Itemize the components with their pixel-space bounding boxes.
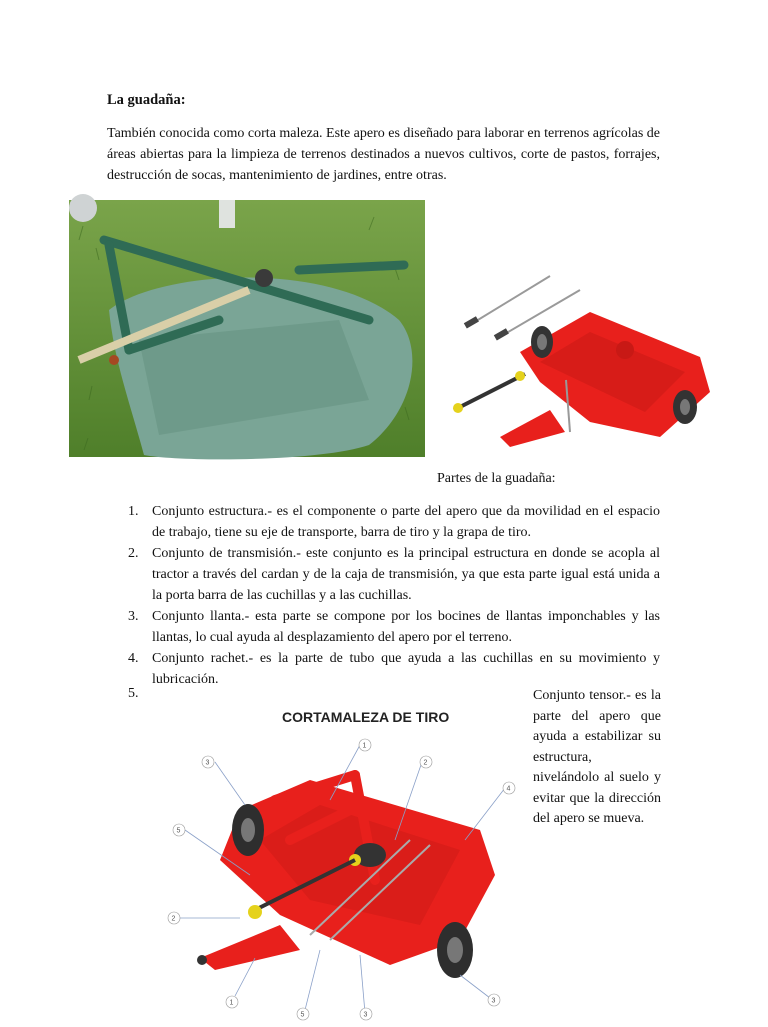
list-text: Conjunto rachet.- es la parte de tubo que ayuda a las cuchillas en su movimiento y lubricación. bbox=[152, 651, 660, 687]
callout-label: 5 bbox=[176, 827, 181, 835]
list-number: 2. bbox=[128, 546, 139, 561]
callout-label: 3 bbox=[491, 997, 496, 1005]
intro-paragraph: También conocida como corta maleza. Este apero es diseñado para laborar en terrenos agrícolas de áreas abiertas para la limpieza de terrenos destinados a nuevos cultivos, corte de pastos, forrajes, destrucción de socas, mantenimiento de jardines, entre otras. bbox=[107, 126, 660, 183]
list-text: Conjunto llanta.- esta parte se compone por los bocines de llantas imponchables y las llantas, lo cual ayuda al desplazamiento del apero por el terreno. bbox=[152, 609, 660, 645]
cortamaleza-diagram-image bbox=[160, 700, 510, 1022]
exploded-diagram bbox=[440, 262, 712, 452]
list-item bbox=[107, 648, 660, 690]
list-number: 3. bbox=[128, 609, 139, 624]
callout-label: 2 bbox=[423, 759, 428, 767]
callout-label: 4 bbox=[506, 785, 511, 793]
callout-label: 3 bbox=[205, 759, 210, 767]
callout-label: 5 bbox=[300, 1011, 305, 1019]
exploded-diagram-image bbox=[440, 262, 712, 452]
figure-caption: Partes de la guadaña: bbox=[437, 471, 556, 486]
list-text: Conjunto de transmisión.- este conjunto es la principal estructura en donde se acopla al tractor a través del cardan y de la caja de transmisión, ya que esta parte igual está unida a la porta barra de las cuchillas y a las cuchillas. bbox=[152, 546, 660, 603]
callout-label: 2 bbox=[171, 915, 176, 923]
callout-label: 1 bbox=[362, 742, 367, 750]
list-item bbox=[107, 606, 660, 648]
callout-label: 3 bbox=[363, 1011, 368, 1019]
list-item bbox=[107, 543, 660, 606]
diagram-title: CORTAMALEZA DE TIRO bbox=[282, 709, 450, 725]
list-number-5: 5. bbox=[128, 686, 139, 701]
list-text: Conjunto estructura.- es el componente o parte del apero que da movilidad en el espacio de trabajo, tiene su eje de transporte, barra de tiro y la grapa de tiro. bbox=[152, 504, 660, 540]
parts-list bbox=[107, 501, 660, 690]
list-number: 1. bbox=[128, 504, 139, 519]
cortamaleza-diagram bbox=[160, 700, 510, 1022]
callout-label: 1 bbox=[229, 999, 234, 1007]
list-item bbox=[107, 501, 660, 543]
section-heading: La guadaña: bbox=[107, 92, 186, 108]
tensor-description: Conjunto tensor.- es la parte del apero que ayuda a estabilizar su estructura, nivelándolo al suelo y evitar que la dirección del apero se mueva. bbox=[533, 688, 661, 826]
mower-photo-image bbox=[69, 200, 425, 457]
mower-photo bbox=[69, 200, 425, 457]
list-number: 4. bbox=[128, 651, 139, 666]
